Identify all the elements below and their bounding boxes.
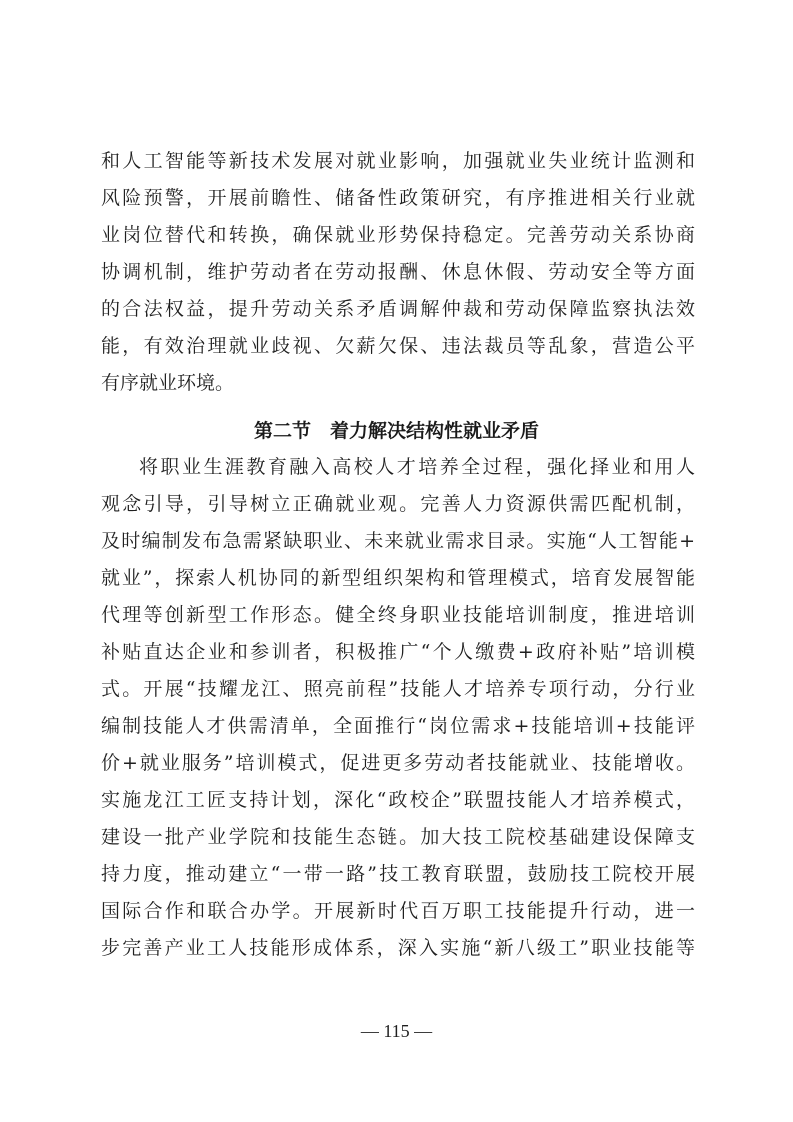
paragraph-2-line: 持力度，推动建立“一带一路”技工教育联盟，鼓励技工院校开展 bbox=[101, 863, 695, 885]
paragraph-1-line: 业岗位替代和转换，确保就业形势保持稳定。完善劳动关系协商 bbox=[101, 224, 695, 246]
paragraph-2-line: 将职业生涯教育融入高校人才培养全过程，强化择业和用人 bbox=[139, 456, 695, 478]
paragraph-1-line: 的合法权益，提升劳动关系矛盾调解仲裁和劳动保障监察执法效 bbox=[101, 298, 695, 320]
paragraph-2-line: 步完善产业工人技能形成体系，深入实施“新八级工”职业技能等 bbox=[101, 937, 695, 959]
paragraph-2-line: 国际合作和联合办学。开展新时代百万职工技能提升行动，进一 bbox=[101, 900, 695, 922]
paragraph-2-line: 观念引导，引导树立正确就业观。完善人力资源供需匹配机制， bbox=[101, 493, 695, 515]
paragraph-1-line: 协调机制，维护劳动者在劳动报酬、休息休假、劳动安全等方面 bbox=[101, 261, 695, 283]
paragraph-2-line: 编制技能人才供需清单，全面推行“岗位需求+技能培训+技能评 bbox=[101, 715, 695, 737]
section-heading: 第二节 着力解决结构性就业矛盾 bbox=[253, 420, 539, 442]
paragraph-1-line: 能，有效治理就业歧视、欠薪欠保、违法裁员等乱象，营造公平 bbox=[101, 335, 695, 357]
paragraph-2-line: 价+就业服务”培训模式，促进更多劳动者技能就业、技能增收。 bbox=[101, 752, 695, 774]
paragraph-2-line: 就业”，探索人机协同的新型组织架构和管理模式，培育发展智能 bbox=[101, 567, 695, 589]
paragraph-1-line: 和人工智能等新技术发展对就业影响，加强就业失业统计监测和 bbox=[101, 150, 695, 172]
paragraph-2-line: 及时编制发布急需紧缺职业、未来就业需求目录。实施“人工智能+ bbox=[101, 530, 695, 552]
paragraph-2-line: 建设一批产业学院和技能生态链。加大技工院校基础建设保障支 bbox=[101, 826, 695, 848]
paragraph-2-line: 补贴直达企业和参训者，积极推广“个人缴费+政府补贴”培训模 bbox=[101, 641, 695, 663]
paragraph-2-line: 代理等创新型工作形态。健全终身职业技能培训制度，推进培训 bbox=[101, 604, 695, 626]
paragraph-1-line: 风险预警，开展前瞻性、储备性政策研究，有序推进相关行业就 bbox=[101, 187, 695, 209]
paragraph-1-line: 有序就业环境。 bbox=[101, 372, 235, 394]
page-number: — 115 — bbox=[360, 1021, 433, 1041]
paragraph-2-line: 式。开展“技耀龙江、照亮前程”技能人才培养专项行动，分行业 bbox=[101, 678, 695, 700]
paragraph-2-line: 实施龙江工匠支持计划，深化“政校企”联盟技能人才培养模式， bbox=[101, 789, 695, 811]
